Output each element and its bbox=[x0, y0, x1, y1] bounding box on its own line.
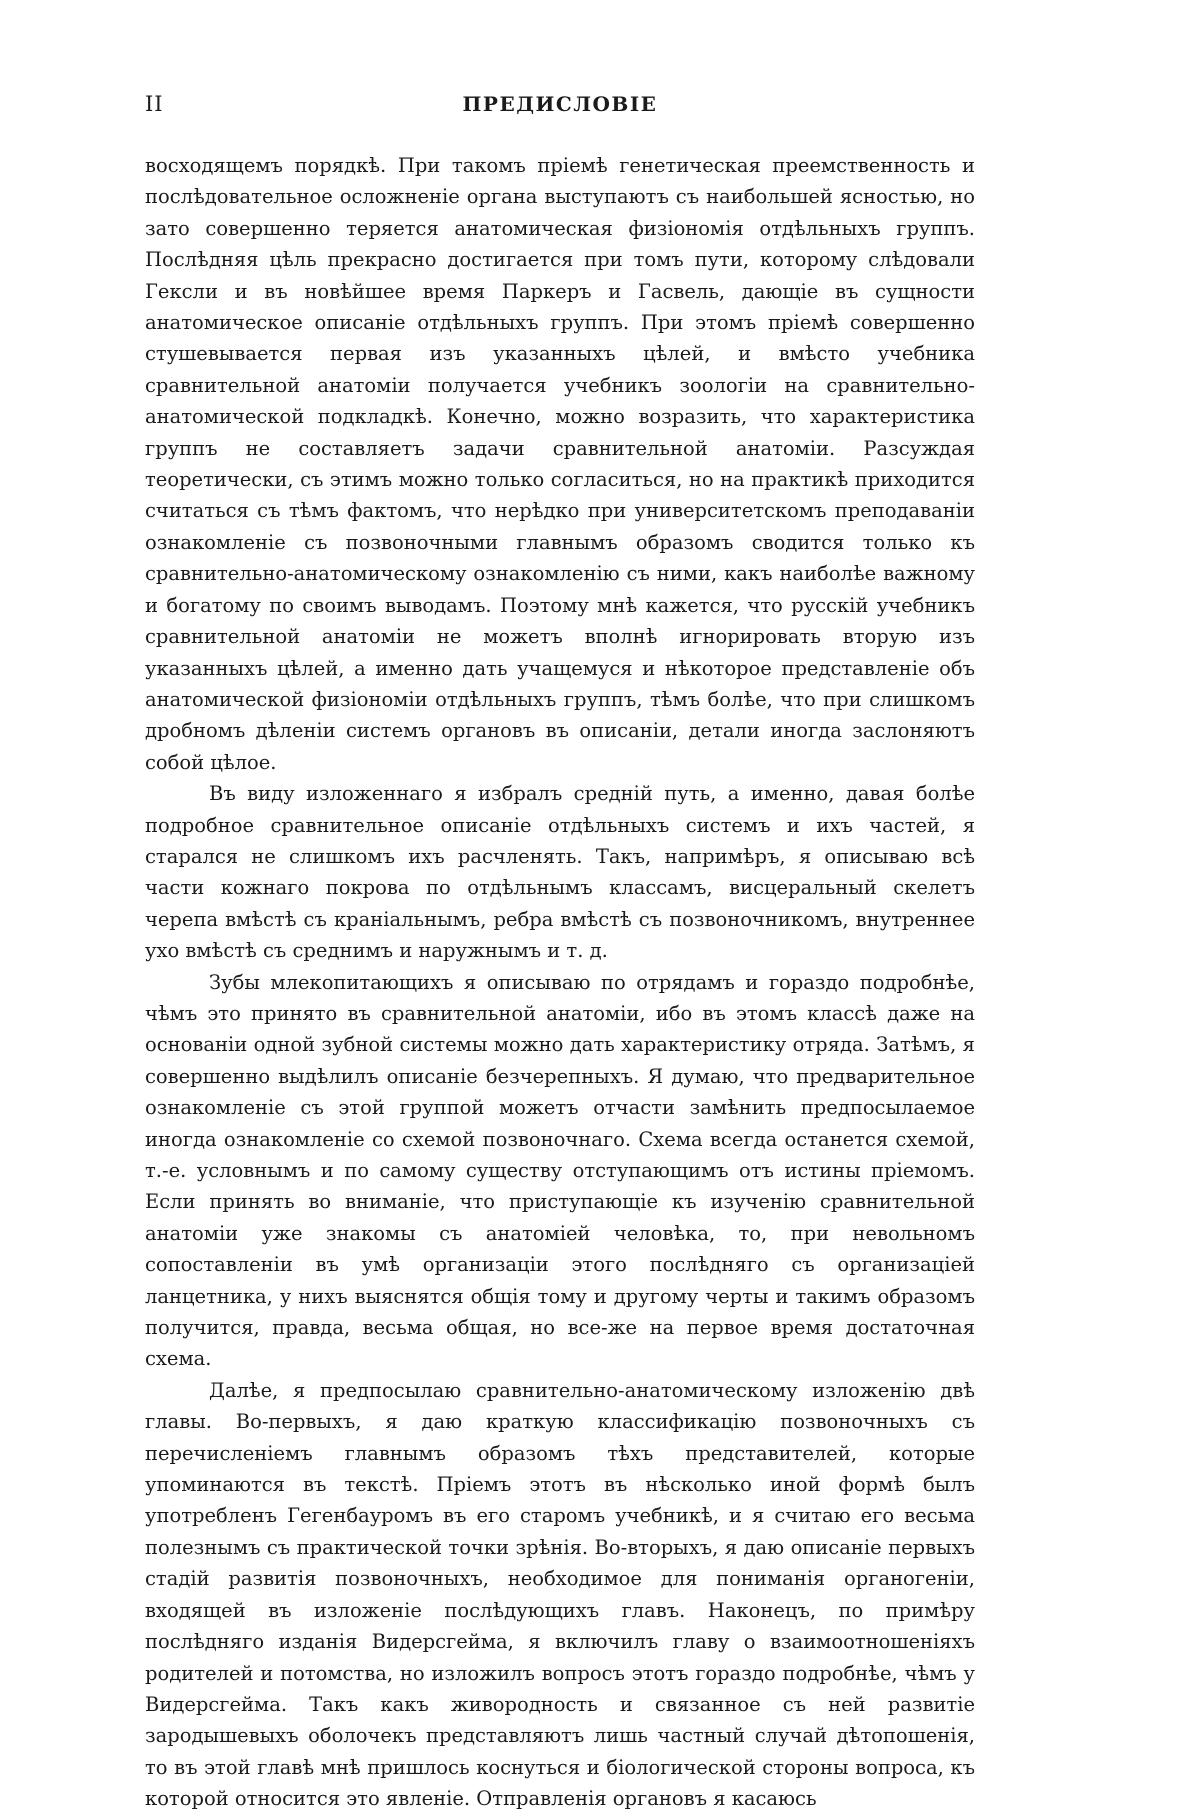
running-title: ПРЕДИСЛОВIЕ bbox=[462, 92, 658, 116]
paragraph: Зубы млекопитающихъ я описываю по отрядамъ и гораздо подробнѣе, чѣмъ это принято въ сравнительной анатомiи, ибо въ этомъ классѣ даже на основанiи одной зубной системы можно дать характеристику отряда. Затѣмъ, я совершенно выдѣлилъ описанiе безчерепныхъ. Я думаю, что предварительное ознакомленiе съ этой группой можетъ отчасти замѣнить предпосылаемое иногда ознакомленiе со схемой позвоночнаго. Схема всегда останется схемой, т.-е. условнымъ и по самому существу отступающимъ отъ истины прiемомъ. Если принять во вниманiе, что приступающiе къ изученiю сравнительной анатомiи уже знакомы съ анатомiей человѣка, то, при невольномъ сопоставленiи въ умѣ организацiи этого послѣдняго съ организацiей ланцетника, у нихъ выяснятся общiя тому и другому черты и такимъ образомъ получится, правда, весьма общая, но все-же на первое время достаточная схема. bbox=[145, 970, 975, 1371]
paragraph-continuation: восходящемъ порядкѣ. При такомъ прiемѣ генетическая преемственность и послѣдовательное осложненiе органа выступаютъ съ наибольшей ясностью, но зато совершенно теряется анатомическая физiономiя отдѣльныхъ группъ. Послѣдняя цѣль прекрасно достигается при томъ пути, которому слѣдовали Гексли и въ новѣйшее время Паркеръ и Гасвель, дающiе въ сущности анатомическое описанiе отдѣльныхъ группъ. При этомъ прiемѣ совершенно стушевывается первая изъ указанныхъ цѣлей, и вмѣсто учебника сравнительной анатомiи получается учебникъ зоологiи на сравнительно-анатомической подкладкѣ. Конечно, можно возразить, что характеристика группъ не составляетъ задачи сравнительной анатомiи. Разсуждая теоретически, съ этимъ можно только согласиться, но на практикѣ приходится считаться съ тѣмъ фактомъ, что нерѣдко при университетскомъ преподаванiи ознакомленiе съ позвоночными главнымъ образомъ сводится только къ сравнительно-анатомическому ознакомленiю съ ними, какъ наиболѣе важному и богатому по своимъ выводамъ. Поэтому мнѣ кажется, что русскiй учебникъ сравнительной анатомiи не можетъ вполнѣ игнорировать вторую изъ указанныхъ цѣлей, а именно дать учащемуся и нѣкоторое представленiе объ анатомической физiономiи отдѣльныхъ группъ, тѣмъ болѣе, что при слишкомъ дробномъ дѣленiи системъ органовъ въ описанiи, детали иногда заслоняютъ собой цѣлое. bbox=[145, 154, 975, 774]
body-text bbox=[145, 150, 975, 1815]
paragraph: Далѣе, я предпосылаю сравнительно-анатомическому изложенiю двѣ главы. Во-первыхъ, я даю краткую классификацiю позвоночныхъ съ перечисленiемъ главнымъ образомъ тѣхъ представителей, которые упоминаются въ текстѣ. Прiемъ этотъ въ нѣсколько иной формѣ былъ употребленъ Гегенбауромъ въ его старомъ учебникѣ, и я считаю его весьма полезнымъ съ практической точки зрѣнiя. Во-вторыхъ, я даю описанiе первыхъ стадiй развитiя позвоночныхъ, необходимое для пониманiя органогенiи, входящей въ изложенiе послѣдующихъ главъ. Наконецъ, по примѣру послѣдняго изданiя Видерсгейма, я включилъ главу о взаимоотношенiяхъ родителей и потомства, но изложилъ вопросъ этотъ гораздо подробнѣе, чѣмъ у Видерсгейма. Такъ какъ живородность и связанное съ ней развитiе зародышевыхъ оболочекъ представляютъ лишь частный случай дѣтопошенiя, то въ этой главѣ мнѣ пришлось коснуться и бiологической стороны вопроса, къ которой относится это явленiе. Отправленiя органовъ я касаюсь bbox=[145, 1378, 975, 1811]
page-number: II bbox=[145, 92, 164, 116]
paragraph: Въ виду изложеннаго я избралъ среднiй путь, а именно, давая болѣе подробное сравнительное описанiе отдѣльныхъ системъ и ихъ частей, я старался не слишкомъ ихъ расчленять. Такъ, напримѣръ, я описываю всѣ части кожнаго покрова по отдѣльнымъ классамъ, висцеральный скелетъ черепа вмѣстѣ съ краніальнымъ, ребра вмѣстѣ съ позвоночникомъ, внутреннее ухо вмѣстѣ съ среднимъ и наружнымъ и т. д. bbox=[145, 782, 975, 963]
page-header bbox=[145, 92, 975, 122]
